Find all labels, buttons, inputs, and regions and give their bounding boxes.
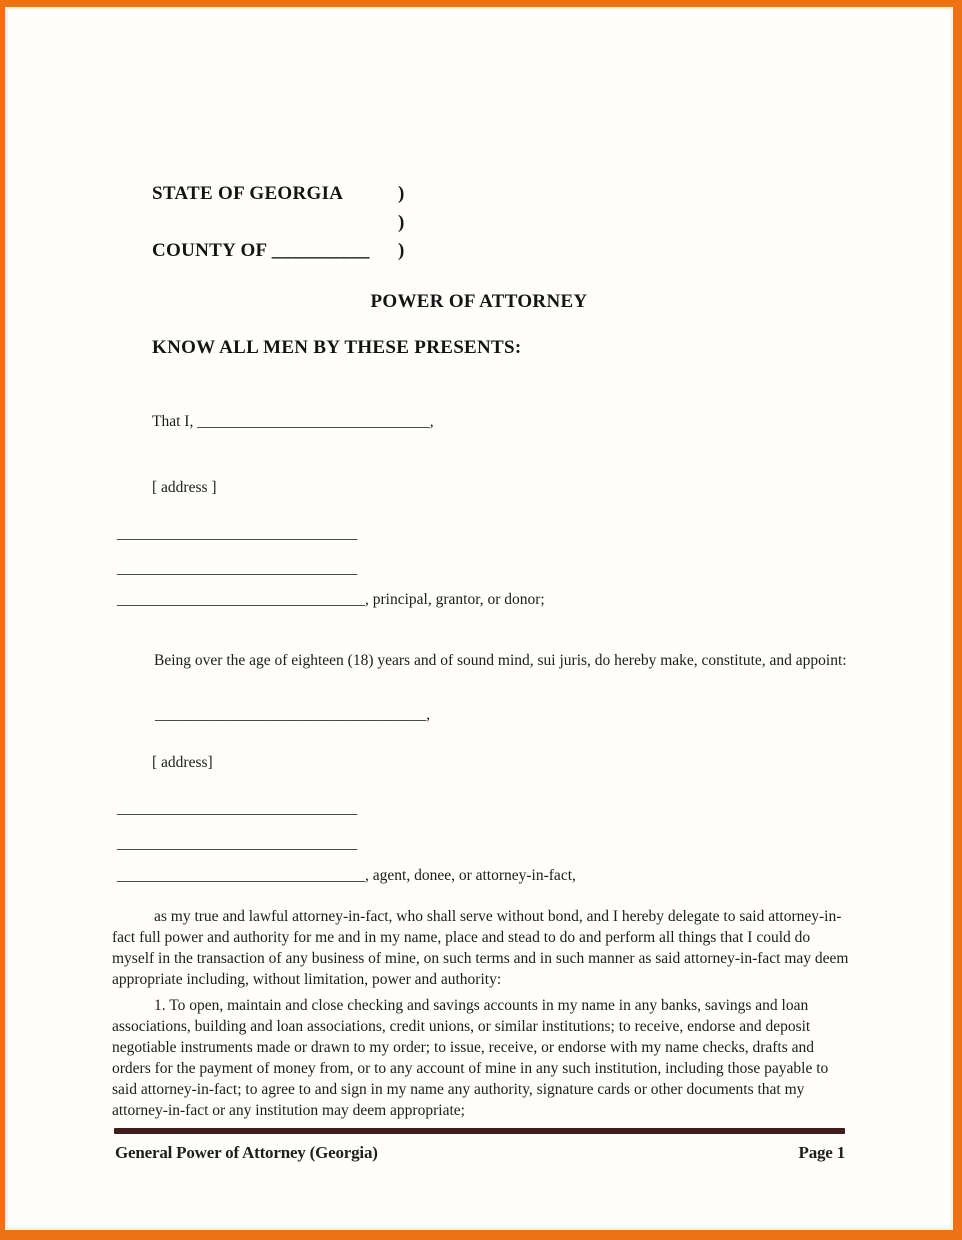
appointment-paragraph: Being over the age of eighteen (18) years and of sound mind, sui juris, do hereby make, constitute, and appoint:	[154, 652, 847, 669]
county-caption: COUNTY OF __________	[152, 240, 370, 261]
footer-page-number: Page 1	[798, 1143, 845, 1162]
principal-address-label: [ address ]	[152, 479, 217, 496]
footer-rule	[114, 1128, 845, 1134]
agent-blank-line-1: _______________________________	[117, 800, 358, 817]
venue-paren-1: )	[398, 183, 405, 204]
agent-blank-line-2: _______________________________	[117, 835, 358, 852]
venue-paren-3: )	[398, 240, 405, 261]
principal-name-line: That I, ______________________________,	[152, 413, 434, 430]
document-page	[5, 7, 953, 1230]
delegation-paragraph: as my true and lawful attorney-in-fact, who shall serve without bond, and I hereby delegate to said attorney-in-fact full power and authority for me and in my name, place and stead to do and perform all things that I could do myself in the transaction of any business of mine, on such terms and in such manner as said attorney-in-fact may deem appropriate including, without limitation, power and authority:	[112, 908, 849, 988]
document-title: POWER OF ATTORNEY	[370, 291, 588, 312]
state-caption: STATE OF GEORGIA	[152, 183, 344, 204]
footer-doc-title: General Power of Attorney (Georgia)	[115, 1143, 378, 1162]
venue-paren-2: )	[398, 212, 405, 233]
preamble: KNOW ALL MEN BY THESE PRESENTS:	[152, 337, 522, 358]
principal-blank-line-2: _______________________________	[117, 560, 358, 577]
principal-blank-line-1: _______________________________	[117, 525, 358, 542]
agent-designation-line: ________________________________, agent, donee, or attorney-in-fact,	[117, 867, 576, 884]
banking-powers-paragraph: 1. To open, maintain and close checking and savings accounts in my name in any banks, savings and loan associations, building and loan associations, credit unions, or similar institutions; to receive, endorse and deposit negotiable instruments made or drawn to my order; to issue, receive, or endorse with my name checks, drafts and orders for the payment of money from, or to any account of mine in any such institution, including those payable to said attorney-in-fact; to agree to and sign in my name any authority, signature cards or other documents that my attorney-in-fact or any institution may deem appropriate;	[112, 997, 829, 1119]
principal-designation-line: ________________________________, principal, grantor, or donor;	[117, 591, 545, 608]
footer	[115, 1143, 845, 1163]
agent-address-label: [ address]	[152, 754, 213, 771]
agent-name-line: ___________________________________,	[155, 706, 431, 723]
